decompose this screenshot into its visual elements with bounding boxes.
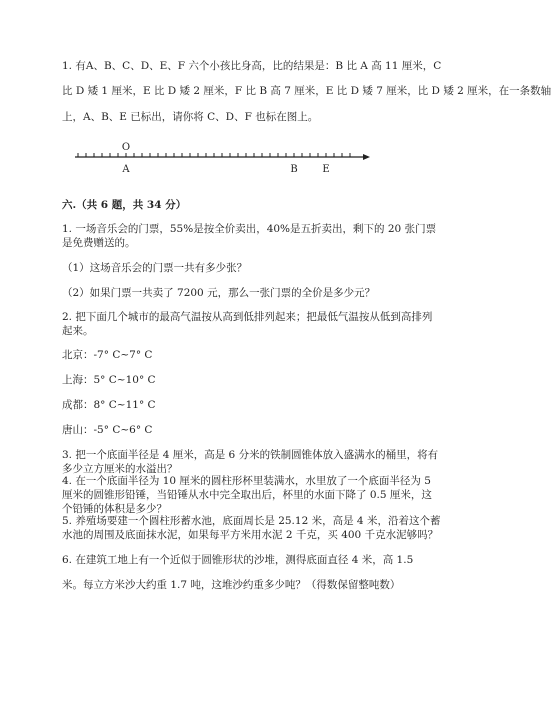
q2-city-tangshan: 唐山：-5° C~6° C	[62, 424, 153, 436]
q1-text: 1. 一场音乐会的门票，55%是按全价卖出，40%是五折卖出，剩下的 20 张门票是免费赠送的。	[62, 223, 437, 249]
q2-city-beijing: 北京：-7° C~7° C	[62, 349, 153, 361]
q1-sub2: （2）如果门票一共卖了 7200 元，那么一张门票的全价是多少元？	[62, 287, 376, 299]
q2-city-shanghai: 上海：5° C~10° C	[62, 374, 156, 386]
problem1-line1: 1. 有A、B、C、D、E、F 六个小孩比身高，比的结果是：B 比 A 高 11 厘米，C	[62, 60, 442, 72]
problem1-line2: 比 D 矮 1 厘米，E 比 D 矮 2 厘米，F 比 B 高 7 厘米，E 比 D 矮 7 厘米，比 D 矮 2 厘米，在一条数轴	[62, 85, 551, 97]
problem1-line3: 上，A、B、E 已标出，请你将 C、D、F 也标在图上。	[62, 111, 319, 123]
q4-text: 4. 在一个底面半径为 10 厘米的圆柱形杯里装满水，水里放了一个底面半径为 5 厘米的圆锥形铅锤，当铅锤从水中完全取出后，杯里的水面下降了 0.5 厘米，这个铅锤的体积是多少？	[62, 475, 432, 515]
number-line-ticks	[78, 153, 350, 157]
number-line-arrow	[363, 154, 370, 160]
q6-line2: 米。每立方米沙大约重 1.7 吨，这堆沙约重多少吨？（得数保留整吨数）	[62, 579, 401, 591]
q6-line1: 6. 在建筑工地上有一个近似于圆锥形状的沙堆，测得底面直径 4 米，高 1.5	[62, 554, 414, 566]
point-a-label: A	[122, 164, 130, 175]
q2-city-chengdu: 成都：8° C~11° C	[62, 399, 156, 411]
point-e-label: E	[322, 164, 330, 175]
q5-text: 5. 养殖场要建一个圆柱形蓄水池，底面周长是 25.12 米，高是 4 米，沿着这个蓄水池的周围及底面抹水泥，如果每平方米用水泥 2 千克，买 400 千克水泥够吗？	[62, 515, 441, 541]
point-b-label: B	[290, 164, 298, 175]
q2-text: 2. 把下面几个城市的最高气温按从高到低排列起来；把最低气温按从低到高排列起来。	[62, 311, 433, 337]
origin-label: O	[121, 142, 131, 153]
section-title: 六.（共 6 题，共 34 分）	[62, 199, 187, 211]
number-line	[70, 142, 380, 180]
q3-text: 3. 把一个底面半径是 4 厘米，高是 6 分米的铁制圆锥体放入盛满水的桶里，将有多少立方厘米的水溢出？	[62, 449, 439, 475]
q1-sub1: （1）这场音乐会的门票一共有多少张？	[62, 262, 248, 274]
